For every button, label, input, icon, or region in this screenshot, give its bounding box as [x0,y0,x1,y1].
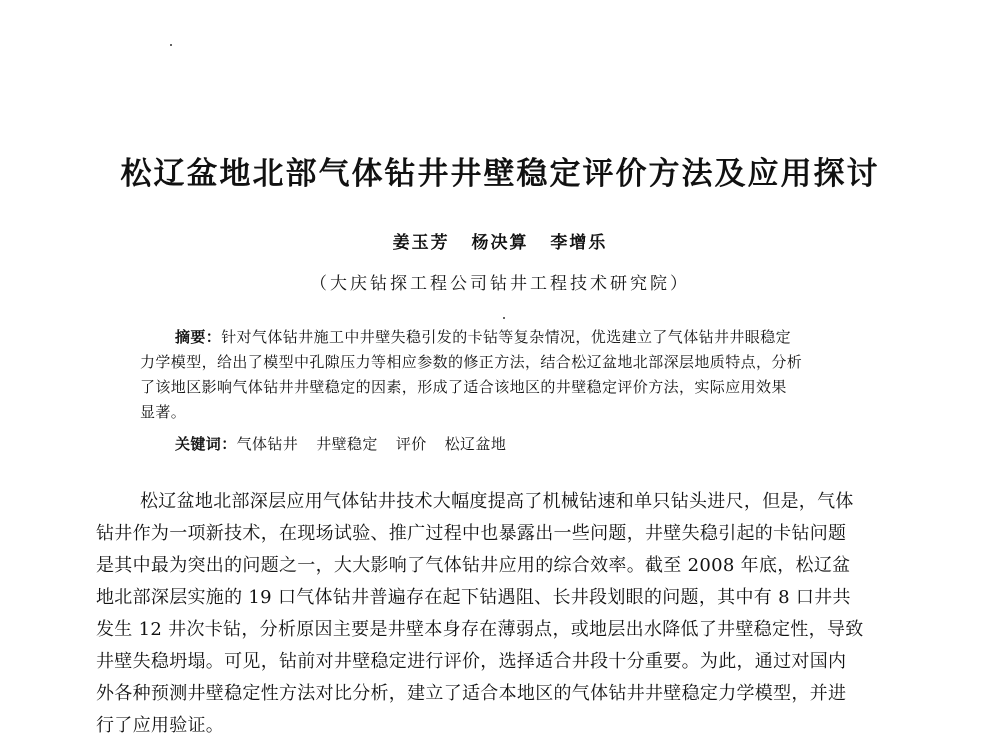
body-line: 发生 12 井次卡钻，分析原因主要是井壁本身存在薄弱点，或地层出水降低了井壁稳定性，导致 [96,619,864,640]
abstract-text: 针对气体钻井施工中井壁失稳引发的卡钻等复杂情况，优选建立了气体钻井井眼稳定 [221,328,792,346]
scan-speck [503,317,505,319]
keyword: 评价 [395,435,427,453]
author-affiliation: （大庆钻探工程公司钻井工程技术研究院） [310,274,690,294]
body-line: 松辽盆地北部深层应用气体钻井技术大幅度提高了机械钻速和单只钻头进尺，但是，气体 [140,491,854,512]
keywords-line [175,433,524,455]
paper-title: 松辽盆地北部气体钻井井壁稳定评价方法及应用探讨 [120,156,880,192]
author-list [0,231,1000,255]
keyword: 松辽盆地 [444,435,507,453]
scan-speck [170,44,172,46]
author-name: 杨决算 [471,233,529,253]
abstract-line: 了该地区影响气体钻井井壁稳定的因素，形成了适合该地区的井壁稳定评价方法，实际应用效果 [140,378,787,396]
abstract-line: 显著。 [140,403,187,421]
abstract-label: 摘要： [175,328,222,346]
body-line: 地北部深层实施的 19 口气体钻井普遍存在起下钻遇阻、长井段划眼的问题，其中有 8 口井共 [96,587,851,608]
author-name: 李增乐 [550,233,608,253]
body-line: 井壁失稳坍塌。可见，钻前对井壁稳定进行评价，选择适合井段十分重要。为此，通过对国内 [96,651,847,672]
body-line: 外各种预测井壁稳定性方法对比分析，建立了适合本地区的气体钻井井壁稳定力学模型，并进 [96,683,847,704]
abstract-line: 力学模型，给出了模型中孔隙压力等相应参数的修正方法，结合松辽盆地北部深层地质特点，分析 [140,353,803,371]
author-name: 姜玉芳 [392,233,450,253]
keywords-label: 关键词： [175,435,237,453]
body-line: 钻井作为一项新技术，在现场试验、推广过程中也暴露出一些问题，井壁失稳引起的卡钻问题 [96,523,847,544]
abstract-line [175,326,791,348]
keyword: 气体钻井 [236,435,299,453]
body-line: 行了应用验证。 [96,715,225,736]
body-line: 是其中最为突出的问题之一，大大影响了气体钻井应用的综合效率。截至 2008 年底，松辽盆 [96,555,851,576]
keyword: 井壁稳定 [316,435,378,453]
